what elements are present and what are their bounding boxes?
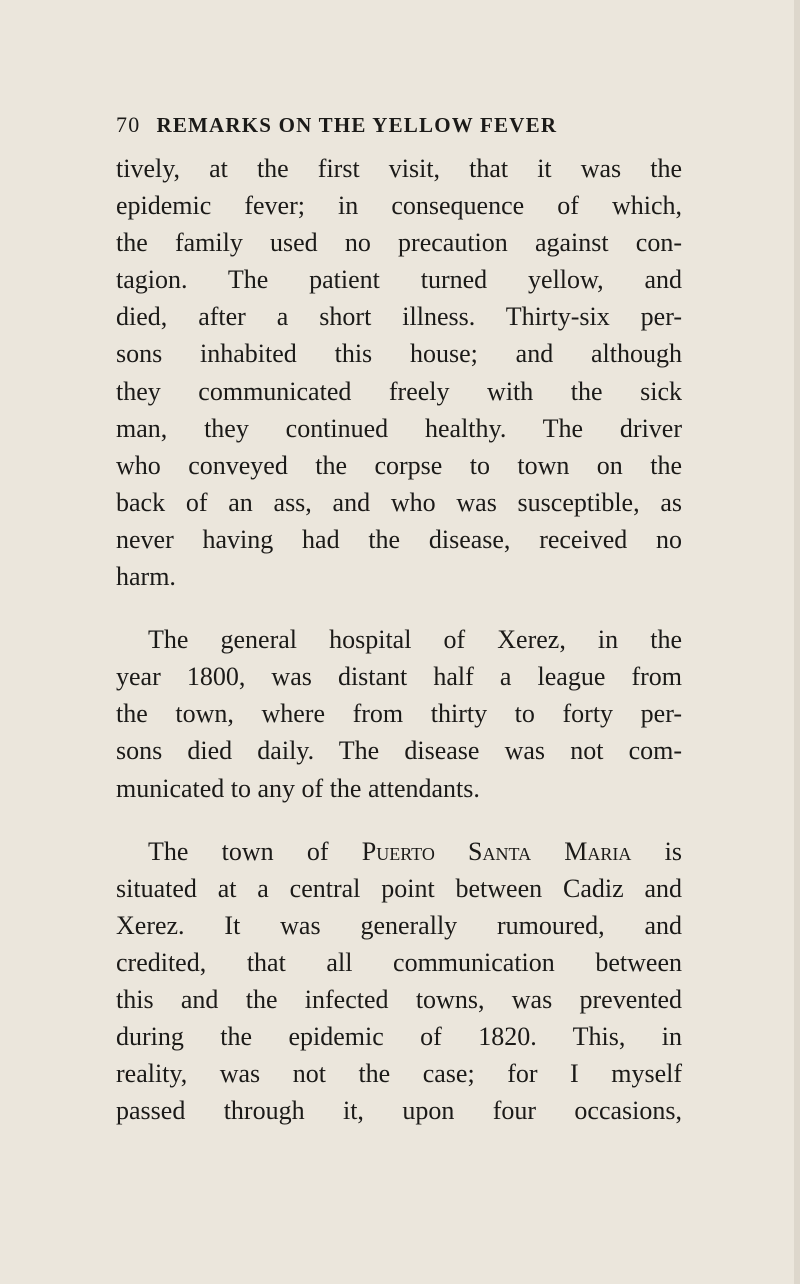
paragraph-3 xyxy=(116,833,682,1130)
text-line: during the epidemic of 1820. This, in xyxy=(116,1022,682,1052)
text-line: tagion. The patient turned yellow, and xyxy=(116,265,682,295)
running-head-title: REMARKS ON THE YELLOW FEVER xyxy=(156,113,558,137)
text-line: harm. xyxy=(116,562,176,592)
text-line: situated at a central point between Cadiz and xyxy=(116,873,682,903)
text-line: sons inhabited this house; and although xyxy=(116,339,682,369)
paragraph-1 xyxy=(116,150,682,595)
page-edge xyxy=(794,0,800,1284)
text-line: credited, that all communication between xyxy=(116,947,682,977)
text-line: year 1800, was distant half a league from xyxy=(116,662,682,692)
text-line: they communicated freely with the sick xyxy=(116,376,682,406)
text-line: municated to any of the attendants. xyxy=(116,773,480,803)
running-header xyxy=(116,112,676,144)
paragraph-gap xyxy=(116,595,682,621)
page-number: 70 xyxy=(116,112,141,137)
text-line: this and the infected towns, was prevented xyxy=(116,984,682,1014)
paragraph-2 xyxy=(116,621,682,806)
text-line: reality, was not the case; for I myself xyxy=(116,1059,682,1089)
text-line: the family used no precaution against con- xyxy=(116,228,682,258)
line-lead: The town of xyxy=(148,836,362,866)
text-line: passed through it, upon four occasions, xyxy=(116,1096,682,1126)
text-line: back of an ass, and who was susceptible, as xyxy=(116,487,682,517)
text-line: tively, at the first visit, that it was the xyxy=(116,154,682,183)
text-line: epidemic fever; in consequence of which, xyxy=(116,191,682,221)
text-line: who conveyed the corpse to town on the xyxy=(116,450,682,480)
paragraph-gap xyxy=(116,807,682,833)
text-line: The general hospital of Xerez, in the xyxy=(148,625,682,655)
body-text xyxy=(116,150,682,1129)
text-line: Xerez. It was generally rumoured, and xyxy=(116,910,682,940)
line-tail: is xyxy=(631,836,682,866)
text-line: the town, where from thirty to forty per- xyxy=(116,699,682,729)
text-line xyxy=(116,833,682,870)
text-line: man, they continued healthy. The driver xyxy=(116,413,682,443)
place-name: Puerto Santa Maria xyxy=(361,836,632,866)
text-line: died, after a short illness. Thirty-six per- xyxy=(116,302,682,332)
text-line: never having had the disease, received no xyxy=(116,524,682,554)
text-line: sons died daily. The disease was not com- xyxy=(116,736,682,766)
